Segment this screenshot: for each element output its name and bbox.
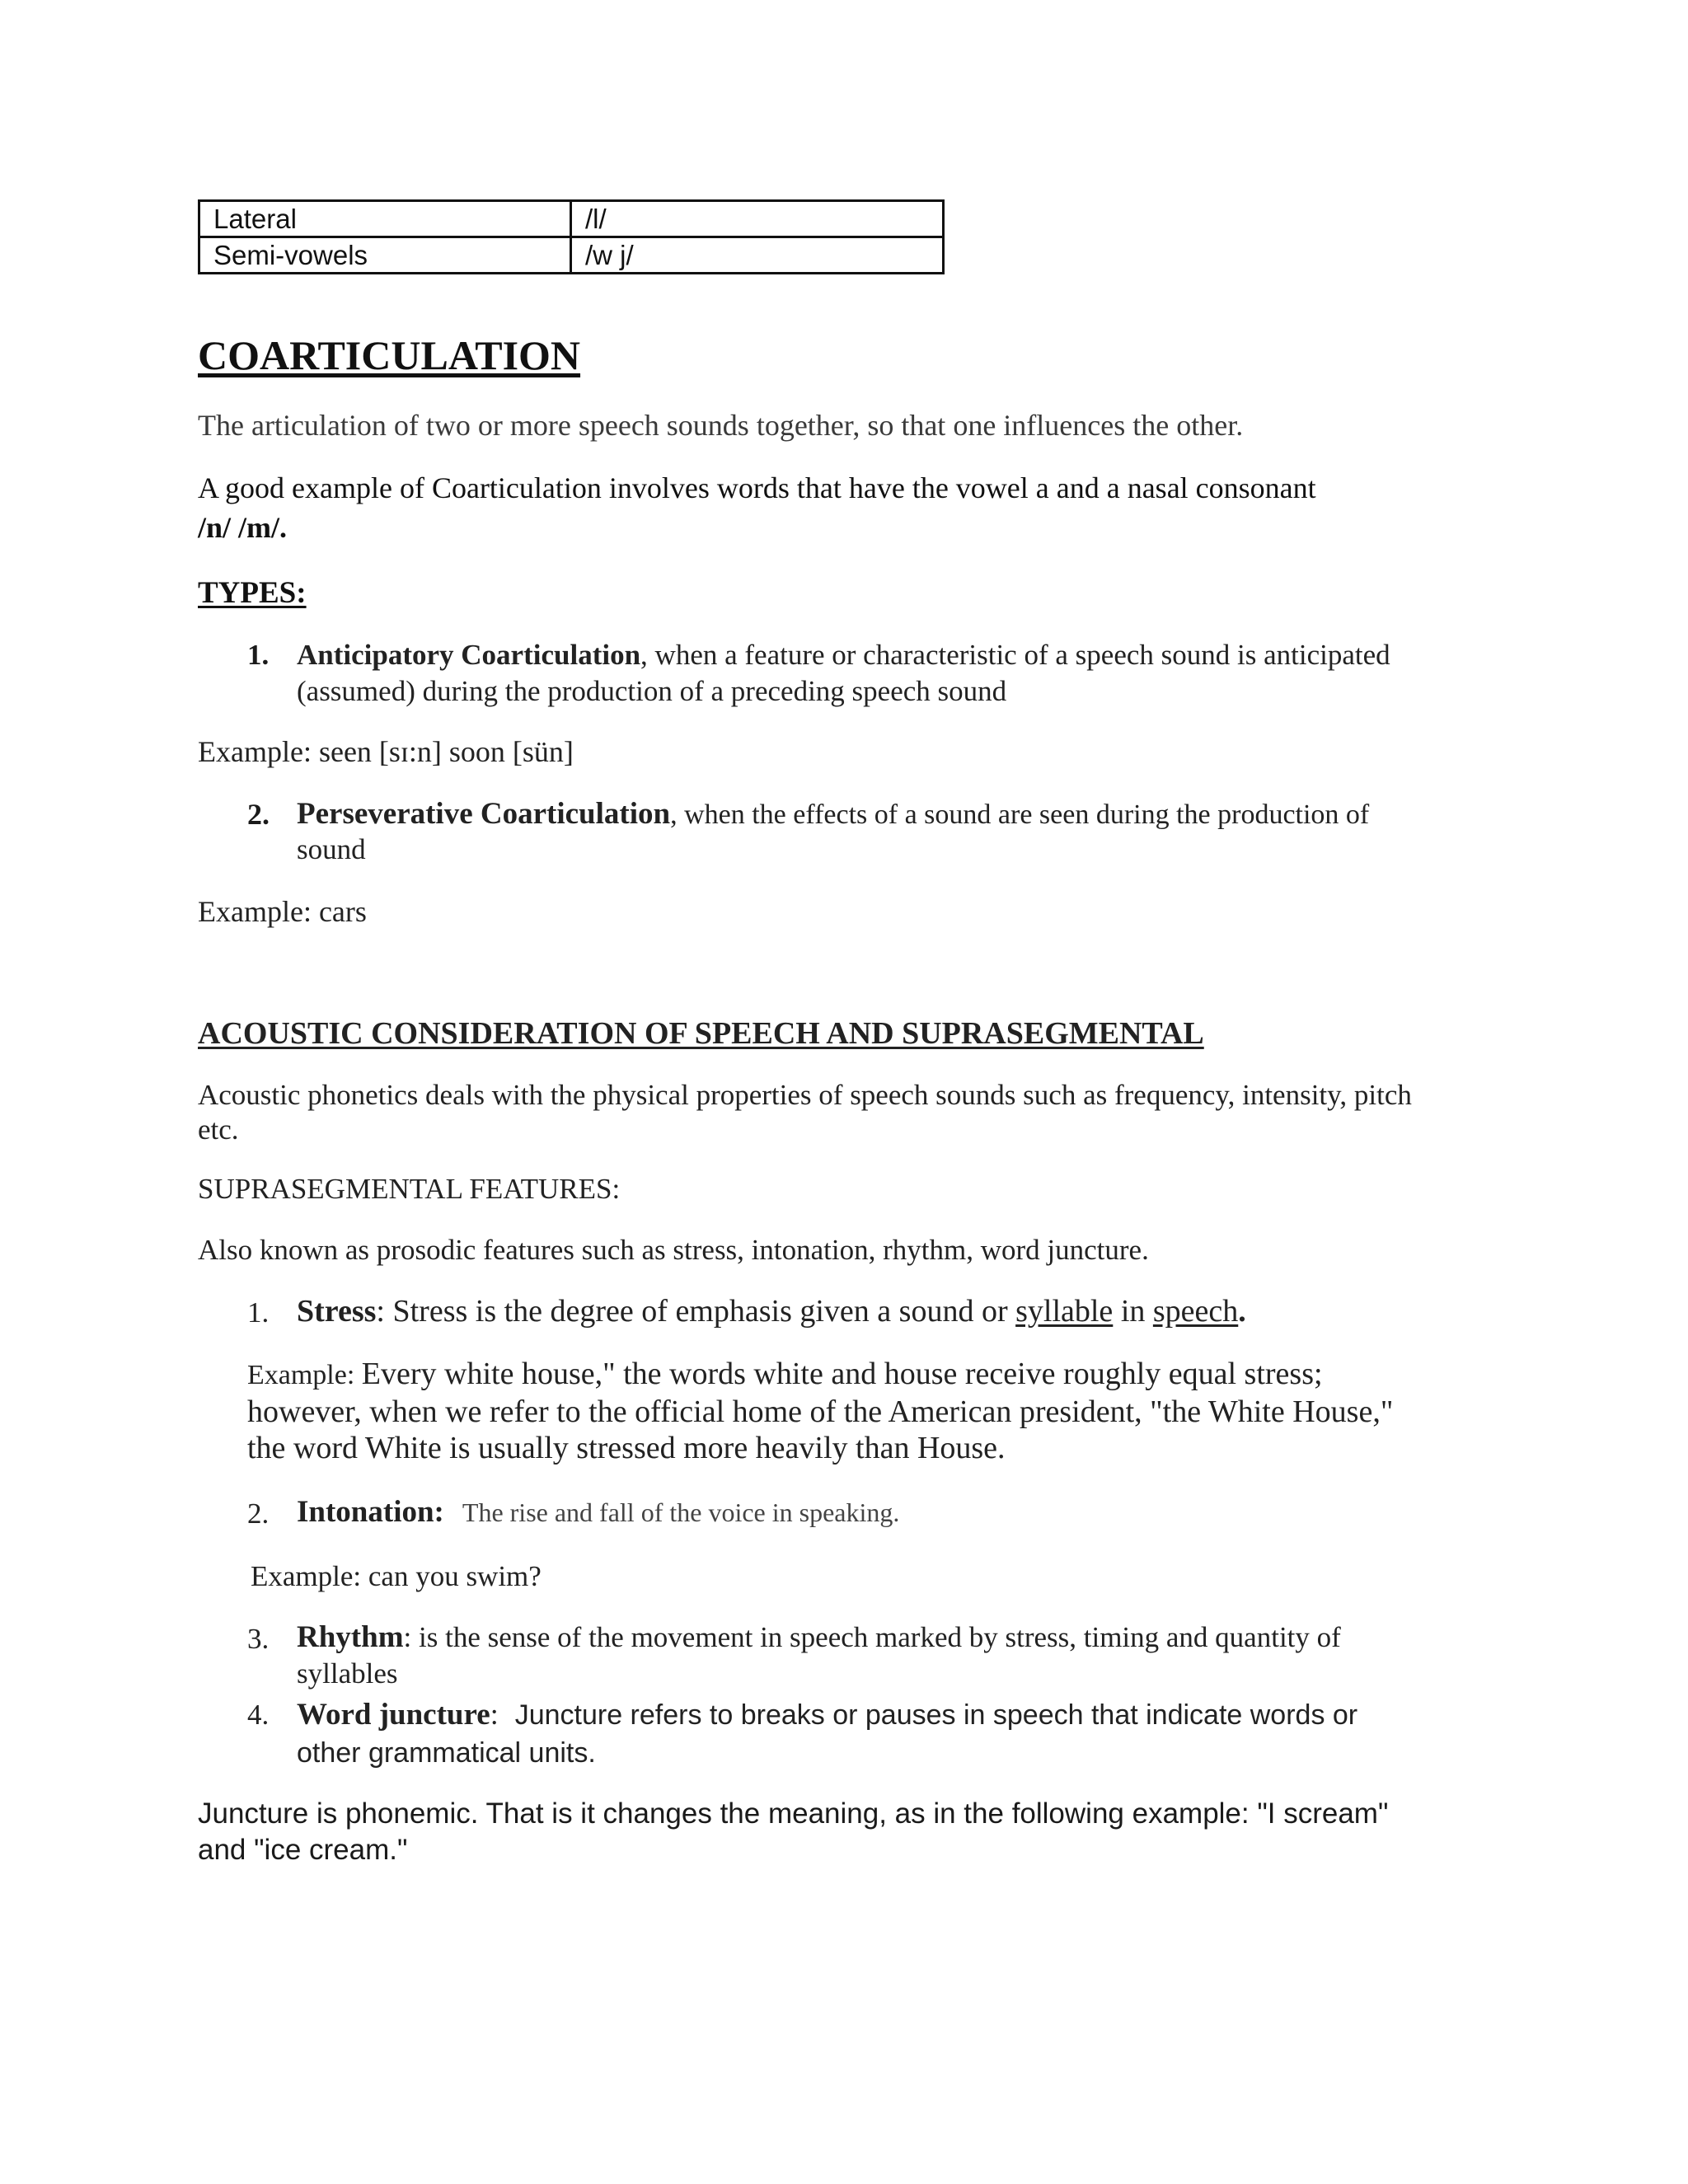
stress-example-text1: Every white house," the words white and house receive roughly equal stress; [361,1357,1323,1391]
table-cell-value: /l/ [571,201,944,237]
stress-term: Stress [297,1294,377,1329]
acoustic-heading: ACOUSTIC CONSIDERATION OF SPEECH AND SUPRASEGMENTAL [198,1016,1204,1051]
type1-line1 [297,638,1492,673]
type2-example: Example: cars [198,895,367,928]
type1-term: Anticipatory Coarticulation [297,639,641,671]
table-row [199,237,944,274]
rhythm-line1 [297,1620,1500,1655]
stress-example-label: Example: [247,1360,362,1390]
juncture-line2: other grammatical units. [297,1737,596,1769]
type2-term: Perseverative Coarticulation [297,797,671,831]
juncture-closing-line2: and "ice cream." [198,1834,408,1866]
stress-line [297,1292,1500,1330]
type1-number: 1. [247,639,270,671]
type1-example: Example: seen [sɪ:n] soon [sün] [198,735,574,768]
rhythm-term: Rhythm [297,1620,404,1654]
juncture-line1 [297,1696,1500,1733]
syllable-link[interactable]: syllable [1015,1294,1114,1329]
juncture-number: 4. [247,1699,270,1731]
table-cell-label: Semi-vowels [199,237,571,274]
types-heading: TYPES: [198,576,307,610]
coarticulation-heading: COARTICULATION [198,332,581,378]
intonation-example: Example: can you swim? [251,1560,542,1592]
stress-number: 1. [247,1296,270,1329]
stress-end: . [1238,1294,1246,1329]
stress-example-line1 [247,1355,1500,1394]
suprasegmental-heading: SUPRASEGMENTAL FEATURES: [198,1173,621,1205]
sound-category-table [198,199,945,274]
stress-example-line2: however, when we refer to the official home of the American president, "the White House," [247,1394,1394,1429]
coarticulation-example-line2: /n/ /m/. [198,511,288,544]
rhythm-number: 3. [247,1623,270,1655]
stress-example-line3: the word White is usually stressed more heavily than House. [247,1431,1006,1465]
type2-line2: sound [297,833,366,865]
rhythm-line2: syllables [297,1657,398,1690]
table-cell-label: Lateral [199,201,571,237]
juncture-closing-line1: Juncture is phonemic. That is it changes the meaning, as in the following example: "I scream" [198,1797,1389,1830]
type1-text: , when a feature or characteristic of a speech sound is anticipated [640,639,1390,671]
intonation-term: Intonation: [297,1495,444,1529]
coarticulation-example-line1: A good example of Coarticulation involves words that have the vowel a and a nasal consonant [198,471,1316,504]
juncture-colon: : [490,1698,499,1731]
type1-line2: (assumed) during the production of a preceding speech sound [297,675,1007,707]
intonation-line [297,1493,899,1530]
intonation-text: The rise and fall of the voice in speaking. [462,1497,900,1527]
speech-link[interactable]: speech [1152,1294,1239,1329]
juncture-text: Juncture refers to breaks or pauses in speech that indicate words or [514,1699,1358,1731]
table-row [199,201,944,237]
juncture-term: Word juncture [297,1698,490,1732]
coarticulation-definition: The articulation of two or more speech sounds together, so that one influences the other. [198,409,1244,442]
intonation-number: 2. [247,1497,270,1530]
rhythm-text: : is the sense of the movement in speech marked by stress, timing and quantity of [403,1621,1341,1653]
suprasegmental-intro: Also known as prosodic features such as stress, intonation, rhythm, word juncture. [198,1234,1149,1266]
type2-number: 2. [247,798,270,831]
acoustic-intro-line2: etc. [198,1113,239,1146]
stress-text-mid: in [1113,1294,1153,1329]
acoustic-intro-line1: Acoustic phonetics deals with the physical properties of speech sounds such as frequency, intensity, pitch [198,1079,1412,1111]
stress-text: : Stress is the degree of emphasis given a sound or [376,1294,1016,1329]
type2-text: , when the effects of a sound are seen during the production of [670,799,1370,830]
table-cell-value: /w j/ [571,237,944,274]
type2-line1 [297,796,1492,833]
